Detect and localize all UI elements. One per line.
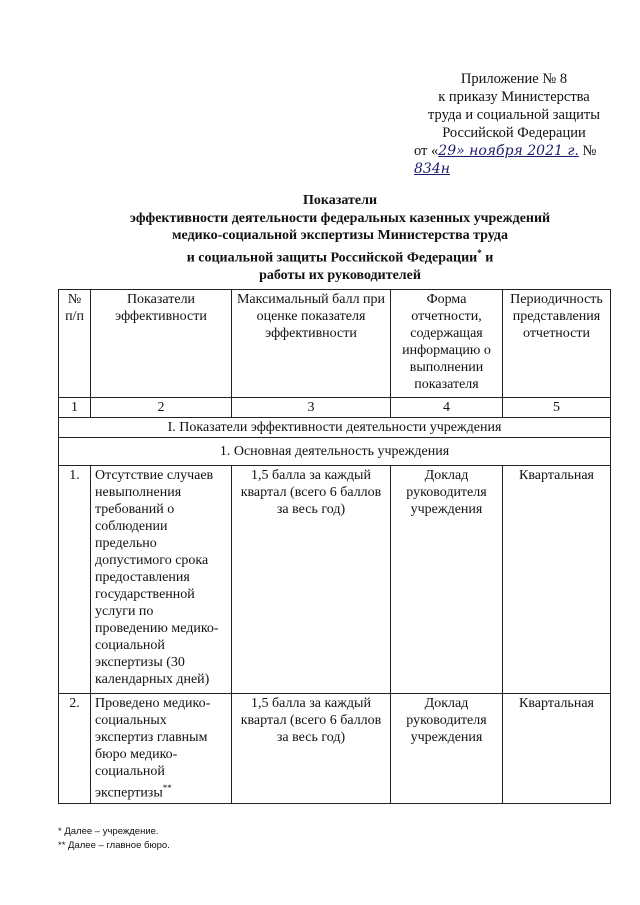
row-report-form: Доклад руководителя учреждения [391,694,503,804]
appendix-block [400,70,628,178]
footnote-1: * Далее – учреждение. [58,826,159,837]
row-indicator: Отсутствие случаев невыполнения требований о соблюдении предельно допустимого срока предоставления государственной услуги по проведению медико-социальной экспертизы (30 календарных дней) [91,466,232,694]
footnote-2: ** Далее – главное бюро. [58,840,170,851]
row-report-form: Доклад руководителя учреждения [391,466,503,694]
column-number: 5 [503,398,611,418]
row-max-score: 1,5 балла за каждый квартал (всего 6 баллов за весь год) [232,694,391,804]
handwritten-number: 834н [414,161,450,177]
row-indicator-text: Проведено медико-социальных экспертиз главным бюро медико-социальной экспертизы [95,696,211,801]
handwritten-date: 29» ноября 2021 г. [438,143,579,159]
footnote-mark-2: ** [162,783,172,793]
title-line-5: работы их руководителей [259,267,421,283]
row-number: 1. [59,466,91,694]
column-number: 1 [59,398,91,418]
title-line-4-text: и социальной защиты Российской Федерации [186,250,478,266]
document-title [90,192,590,284]
table-header-row [59,290,611,398]
date-prefix: от « [414,143,439,159]
title-line-1: Показатели [302,193,378,208]
header-periodicity: Периодичность представления отчетности [503,290,611,398]
title-line-2: эффективности деятельности федеральных казенных учреждений [129,210,551,226]
appendix-date-line [414,142,628,178]
title-line-4 [90,245,590,267]
title-line-4-tail: и [481,250,494,266]
appendix-federation-line: Российской Федерации [442,125,586,141]
header-report-form: Форма отчетности, содержащая информацию о выполнении показателя [391,290,503,398]
column-number: 3 [232,398,391,418]
subsection-heading: 1. Основная деятельность учреждения [59,438,611,466]
section-row [59,418,611,438]
row-max-score: 1,5 балла за каждый квартал (всего 6 баллов за весь год) [232,466,391,694]
header-max-score: Максимальный балл при оценке показателя эффективности [232,290,391,398]
indicators-table [58,289,611,804]
row-indicator [91,694,232,804]
subsection-row [59,438,611,466]
appendix-order-line: к приказу Министерства [438,89,590,105]
footnote-mark-1: * [477,247,482,258]
table-row [59,694,611,804]
column-numbers-row [59,398,611,418]
appendix-title: Приложение № 8 [460,71,568,87]
header-number: № п/п [59,290,91,398]
appendix-ministry-line: труда и социальной защиты [428,107,600,123]
column-number: 4 [391,398,503,418]
header-indicator: Показатели эффективности [91,290,232,398]
table-row [59,466,611,694]
section-heading: I. Показатели эффективности деятельности учреждения [59,418,611,438]
footnote-divider [58,803,220,804]
row-periodicity: Квартальная [503,466,611,694]
row-periodicity: Квартальная [503,694,611,804]
row-number: 2. [59,694,91,804]
title-line-3: медико-социальной экспертизы Министерства труда [172,228,508,243]
number-prefix: № [582,143,597,159]
column-number: 2 [91,398,232,418]
